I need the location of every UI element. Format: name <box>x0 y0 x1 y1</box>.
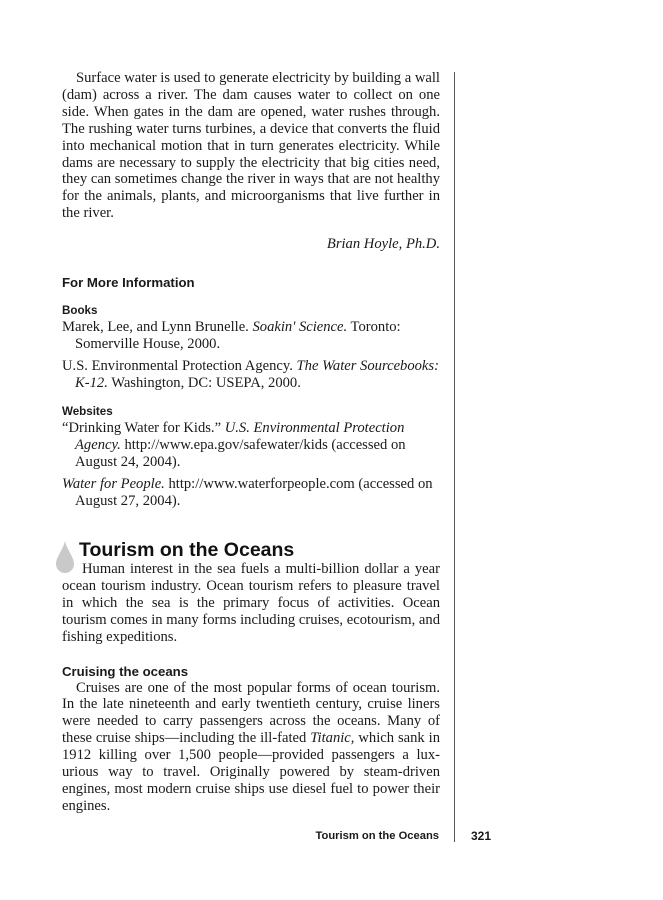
cruise-text-a: Cruises are one of the most popular forms of ocean tourism. In the late nineteenth and early twentieth century, cruise liners were needed to carry passengers across the oceans. Many of these cruise ships—including the ill-fated <box>62 679 440 747</box>
ref-title: U.S. Environmental Protection Agency. <box>75 420 405 454</box>
article-paragraph: Surface water is used to generate electricity by building a wall (dam) across a river. The dam causes water to collect on one side. When gates in the dam are opened, water rushes through. The rushing water turns turbines, a device that converts the fluid into mechanical motion that in turn generates electricity. While dams are necessary to supply the electricity that big cities need, they can sometimes change the river in ways that are not healthy for the animals, plants, and microorganisms that live further in the river. <box>62 70 440 222</box>
book-reference <box>62 358 440 392</box>
website-reference <box>62 476 440 510</box>
subsection-heading: Cruising the oceans <box>62 663 189 679</box>
ref-author: Marek, Lee, and Lynn Brunelle. <box>62 319 253 336</box>
page-number: 321 <box>471 829 492 843</box>
ref-url: http://www.waterforpeople.com (accessed on August 27, 2004). <box>75 476 433 510</box>
ref-publication: Washington, DC: USEPA, 2000. <box>107 375 301 392</box>
cruise-paragraph <box>62 680 440 815</box>
author-byline: Brian Hoyle, Ph.D. <box>326 236 440 253</box>
ref-url: http://www.epa.gov/safewater/kids (accessed on August 24, 2004). <box>75 437 406 471</box>
book-reference <box>62 319 440 353</box>
running-footer-title: Tourism on the Oceans <box>315 830 439 842</box>
ship-name: Titanic, <box>310 730 355 747</box>
ref-title: The Water Sourcebooks: K-12. <box>75 358 439 392</box>
ref-title: Water for People. <box>62 476 165 493</box>
section-title: Tourism on the Oceans <box>79 539 295 561</box>
ref-title: Soakin' Science. <box>252 319 348 336</box>
books-heading: Books <box>62 304 98 318</box>
cruise-text-b: which sank in 1912 killing over 1,500 people—provided passengers a luxurious way to travel. Originally powered by steam-driven engines, most modern cruise ships use diesel fuel to power their engines. <box>62 730 440 814</box>
ref-publication: Toronto: Somerville House, 2000. <box>75 319 401 353</box>
websites-heading: Websites <box>62 405 113 419</box>
ref-author: U.S. Environmental Protection Agency. <box>62 358 297 375</box>
tourism-section <box>62 539 440 815</box>
main-column <box>62 70 440 515</box>
water-drop-icon <box>55 540 75 574</box>
margin-rule <box>454 72 455 842</box>
website-reference <box>62 420 440 471</box>
section-intro: Human interest in the sea fuels a multi-billion dollar a year ocean tourism industry. Ocean tourism refers to pleasure travel in which the sea is the primary focus of activities. Ocean tourism comes in many forms including cruises, ecotourism, and fishing expeditions. <box>62 561 440 645</box>
ref-article: “Drinking Water for Kids.” <box>62 420 225 437</box>
more-info-heading: For More Information <box>62 275 195 291</box>
